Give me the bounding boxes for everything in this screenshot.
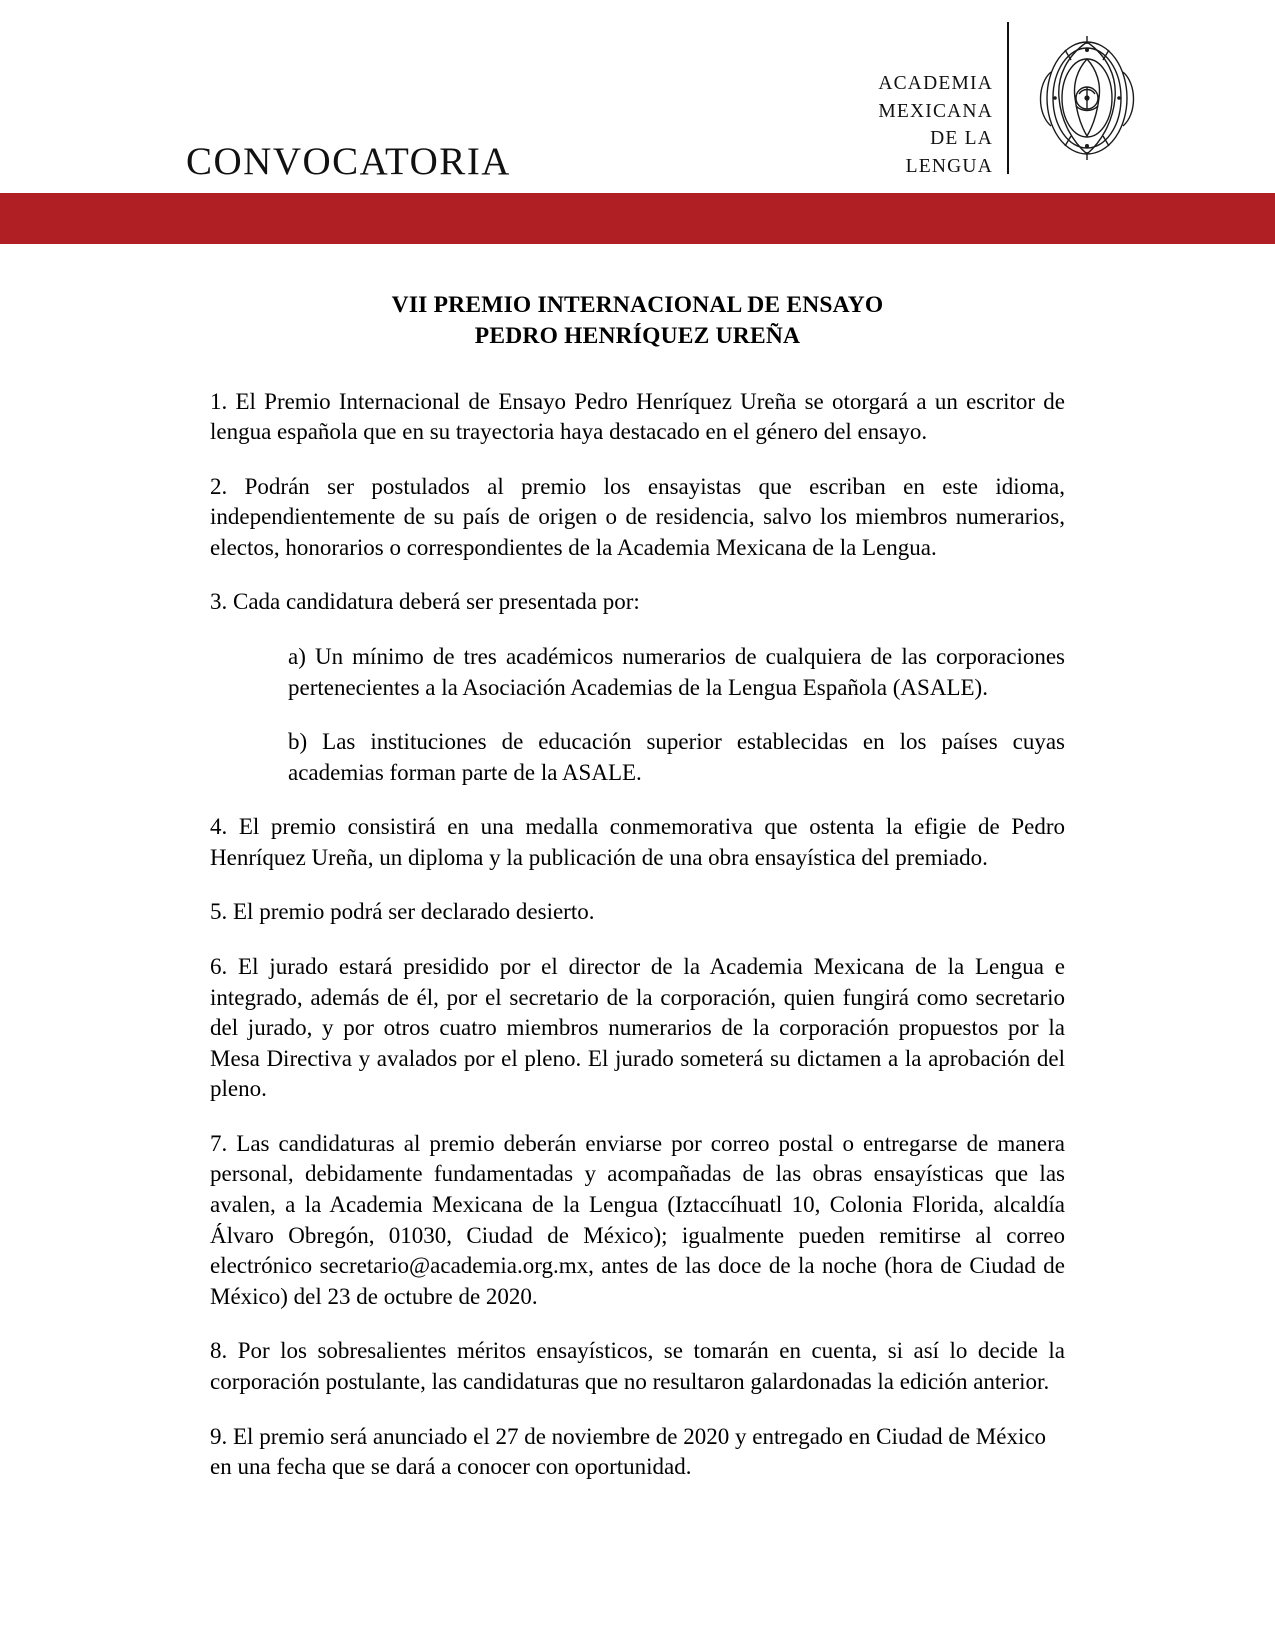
award-title-line-1: VII PREMIO INTERNACIONAL DE ENSAYO [391, 292, 884, 318]
document-body [0, 244, 1275, 1507]
page-title: CONVOCATORIA [186, 140, 511, 183]
award-title [0, 290, 1275, 353]
academy-name-line-3: DE LA [930, 128, 993, 150]
academy-name-line-4: LENGUA [905, 156, 993, 178]
academy-name-line-2: MEXICANA [878, 100, 993, 122]
document-content [210, 353, 1065, 1483]
academy-name-line-1: ACADEMIA [878, 73, 993, 94]
award-title-line-2: PEDRO HENRÍQUEZ UREÑA [474, 323, 801, 350]
clause-paragraph: 3. Cada candidatura deberá ser presentada por: [210, 589, 640, 615]
vertical-divider [1007, 22, 1009, 174]
clause-paragraph: 5. El premio podrá ser declarado desierto. [210, 899, 595, 925]
clause-paragraph: 1. El Premio Internacional de Ensayo Pedro Henríquez Ureña se otorgará a un escritor de lengua española que en su trayectoria haya destacado en el género del ensayo. [210, 388, 1065, 445]
clause-subitem: a) Un mínimo de tres académicos numerarios de cualquiera de las corporaciones pertenecientes a la Asociación Academias de la Lengua Española (ASALE). [288, 643, 1065, 700]
academy-seal-icon [1027, 22, 1147, 174]
clause-paragraph: 2. Podrán ser postulados al premio los ensayistas que escriban en este idioma, independientemente de su país de origen o de residencia, salvo los miembros numerarios, electos, honorarios o correspondientes de la Academia Mexicana de la Lengua. [210, 473, 1065, 560]
clause-paragraph: 9. El premio será anunciado el 27 de noviembre de 2020 y entregado en Ciudad de México en una fecha que se dará a conocer con oportunidad. [210, 1423, 1047, 1480]
academy-branding [878, 22, 1147, 181]
accent-bar [0, 193, 1275, 244]
clause-paragraph: 8. Por los sobresalientes méritos ensayísticos, se tomarán en cuenta, si así lo decide la corporación postulante, las candidaturas que no resultaron galardonadas la edición anterior. [210, 1338, 1065, 1394]
clause-paragraph: 6. El jurado estará presidido por el director de la Academia Mexicana de la Lengua e integrado, además de él, por el secretario de la corporación, quien fungirá como secretario del jurado, y por otros cuatro miembros numerarios de la corporación propuestos por la Mesa Directiva y avalados por el pleno. El jurado someterá su dictamen a la aprobación del pleno. [210, 954, 1065, 1102]
document-header [0, 0, 1275, 195]
clause-paragraph: 4. El premio consistirá en una medalla conmemorativa que ostenta la efigie de Pedro Henríquez Ureña, un diploma y la publicación de una obra ensayística del premiado. [210, 814, 1065, 870]
academy-name [878, 22, 1007, 181]
clause-subitem: b) Las instituciones de educación superior establecidas en los países cuyas academias forman parte de la ASALE. [288, 729, 1065, 785]
clause-paragraph: 7. Las candidaturas al premio deberán enviarse por correo postal o entregarse de manera personal, debidamente fundamentadas y acompañadas de las obras ensayísticas que las avalen, a la Academia Mexicana de la Lengua (Iztaccíhuatl 10, Colonia Florida, alcaldía Álvaro Obregón, 01030, Ciudad de México); igualmente pueden remitirse al correo electrónico secretario@academia.org.mx, antes de las doce de la noche (hora de Ciudad de México) del 23 de octubre de 2020. [210, 1130, 1065, 1309]
